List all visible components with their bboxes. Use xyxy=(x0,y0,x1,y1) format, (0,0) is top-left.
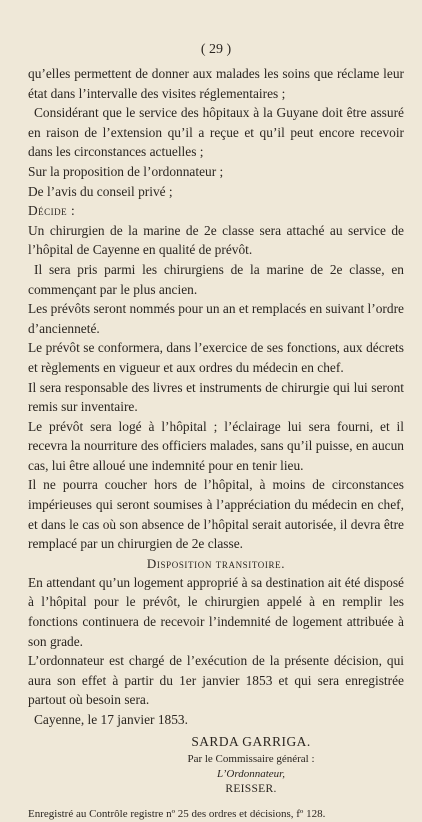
signature-signer: REISSER. xyxy=(225,782,277,795)
paragraph: qu’elles permettent de donner aux malades les soins que réclame leur état dans l’intervalle des visites réglementaires ; xyxy=(28,66,404,101)
page-number: ( 29 ) xyxy=(200,42,232,57)
signature-by-line: Par le Commissaire général : xyxy=(187,752,315,765)
paragraph: Considérant que le service des hôpitaux à la Guyane doit être assuré en raison de l’extension qu’il a reçue et qu’il peut encore recevoir dans les circonstances actuelles ; xyxy=(28,105,404,160)
signature-title: L’Ordonnateur, xyxy=(217,767,285,780)
decision-label: Décide : xyxy=(28,203,76,219)
paragraph: Le prévôt se conformera, dans l’exercice de ses fonctions, aux décrets et règlements en vigueur et aux ordres du médecin en chef. xyxy=(28,340,404,375)
date-line: Cayenne, le 17 janvier 1853. xyxy=(34,712,188,727)
paragraph: L’ordonnateur est chargé de l’exécution de la présente décision, qui aura son effet à partir du 1er janvier 1853 et qui sera enregistrée partout où besoin sera. xyxy=(28,653,404,708)
paragraph: Le prévôt sera logé à l’hôpital ; l’éclairage lui sera fourni, et il recevra la nourriture des officiers malades, sans qu’il puisse, en aucun cas, lui être alloué une indemnité pour en tenir lieu. xyxy=(28,418,404,473)
registration-footer: Enregistré au Contrôle registre nº 25 des ordres et décisions, fº 128. xyxy=(28,807,326,820)
paragraph: Les prévôts seront nommés pour un an et remplacés en suivant l’ordre d’ancienneté. xyxy=(28,301,404,336)
section-heading: Disposition transitoire. xyxy=(146,555,286,571)
paragraph: Sur la proposition de l’ordonnateur ; xyxy=(28,163,224,179)
paragraph: De l’avis du conseil privé ; xyxy=(28,183,173,199)
paragraph: Il sera pris parmi les chirurgiens de la marine de 2e classe, en commençant par le plus ancien. xyxy=(28,261,404,297)
signature-name: SARDA GARRIGA. xyxy=(191,733,311,749)
paragraph: Il sera responsable des livres et instruments de chirurgie qui lui seront remis sur inventaire. xyxy=(28,379,404,415)
paragraph: Un chirurgien de la marine de 2e classe sera attaché au service de l’hôpital de Cayenne en qualité de prévôt. xyxy=(28,222,404,258)
paragraph: Il ne pourra coucher hors de l’hôpital, à moins de circonstances impérieuses qui seront soumises à l’appréciation du médecin en chef, et dans le cas où son absence de l’hôpital serait autorisée, il devra être remplacé par un chirurgien de 2e classe. xyxy=(28,477,404,552)
paragraph: En attendant qu’un logement approprié à sa destination ait été disposé à l’hôpital pour le prévôt, le chirurgien appelé à en remplir les fonctions continuera de recevoir l’indemnité de logement attribuée à son grade. xyxy=(28,574,404,649)
